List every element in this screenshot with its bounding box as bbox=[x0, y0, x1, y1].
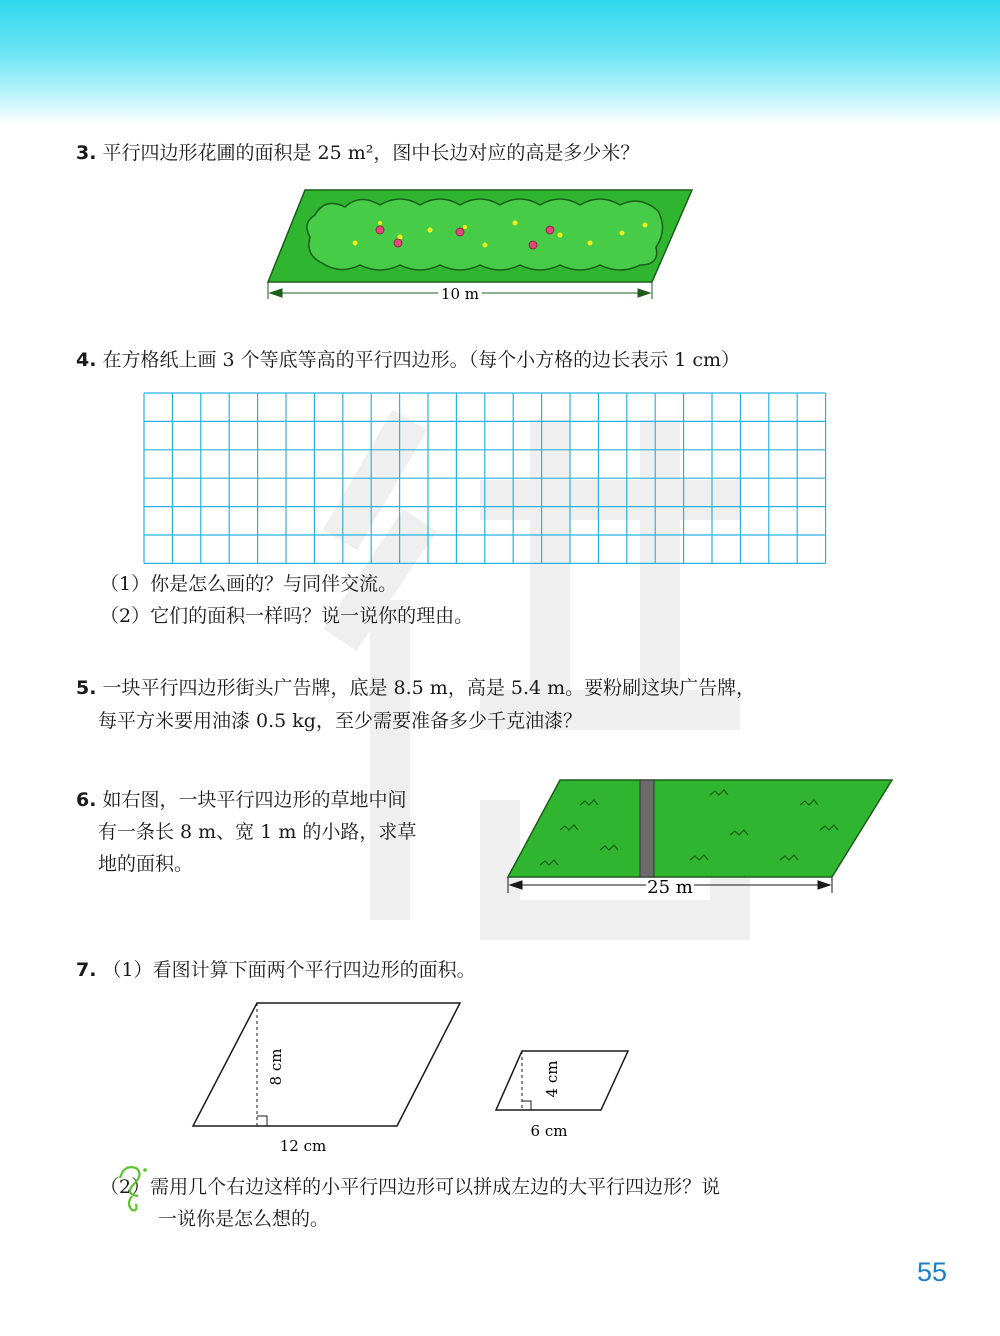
q6-line1 bbox=[76, 786, 407, 814]
big-base-label: 12 cm bbox=[279, 1137, 327, 1155]
q7-text-line bbox=[76, 956, 476, 984]
q7-sub2-line1: （2）需用几个右边这样的小平行四边形可以拼成左边的大平行四边形？说 bbox=[100, 1176, 721, 1198]
q5-number: 5. bbox=[76, 677, 97, 699]
q6-line2: 有一条长 8 m、宽 1 m 的小路，求草 bbox=[98, 821, 417, 843]
q4-text-line bbox=[76, 346, 740, 374]
q3-number: 3. bbox=[76, 142, 97, 164]
q4-sub2: （2）它们的面积一样吗？说一说你的理由。 bbox=[100, 605, 474, 627]
q7-figures bbox=[185, 995, 645, 1160]
q3-text: 平行四边形花圃的面积是 25 m²，图中长边对应的高是多少米？ bbox=[102, 142, 640, 164]
lawn-parallelogram bbox=[508, 780, 892, 877]
big-parallelogram bbox=[193, 1003, 460, 1155]
q5-text-1: 一块平行四边形街头广告牌，底是 8.5 m，高是 5.4 m。要粉刷这块广告牌， bbox=[102, 677, 756, 699]
q6-line3: 地的面积。 bbox=[98, 853, 194, 875]
q7-sub2-line2: 一说你是怎么想的。 bbox=[158, 1208, 330, 1230]
small-parallelogram bbox=[496, 1051, 628, 1140]
q4-text: 在方格纸上画 3 个等底等高的平行四边形。（每个小方格的边长表示 1 cm） bbox=[102, 349, 740, 371]
q6-dim-label: 25 m bbox=[647, 877, 693, 898]
big-height-label: 8 cm bbox=[267, 1048, 285, 1086]
handwritten-mark-icon bbox=[112, 1160, 152, 1216]
q3-garden-figure bbox=[260, 185, 700, 305]
q4-sub1: （1）你是怎么画的？与同伴交流。 bbox=[100, 573, 398, 595]
q4-number: 4. bbox=[76, 349, 97, 371]
q7-number: 7. bbox=[76, 959, 97, 981]
q7-sub1: （1）看图计算下面两个平行四边形的面积。 bbox=[102, 959, 476, 981]
q6-lawn-figure bbox=[500, 775, 900, 905]
q3-text-line bbox=[76, 139, 639, 167]
q5-line2: 每平方米要用油漆 0.5 kg，至少需要准备多少千克油漆？ bbox=[98, 710, 582, 732]
page-number: 55 bbox=[917, 1257, 948, 1287]
q6-number: 6. bbox=[76, 789, 97, 811]
square-grid-paper[interactable] bbox=[143, 392, 827, 565]
small-height-label: 4 cm bbox=[543, 1060, 561, 1098]
path-strip bbox=[640, 780, 654, 877]
q5-line1 bbox=[76, 674, 755, 702]
small-base-label: 6 cm bbox=[530, 1122, 568, 1140]
q6-text-1: 如右图，一块平行四边形的草地中间 bbox=[102, 789, 407, 811]
q3-dim-label: 10 m bbox=[440, 285, 480, 303]
header-band bbox=[0, 0, 1000, 125]
bush-shape bbox=[307, 199, 663, 270]
